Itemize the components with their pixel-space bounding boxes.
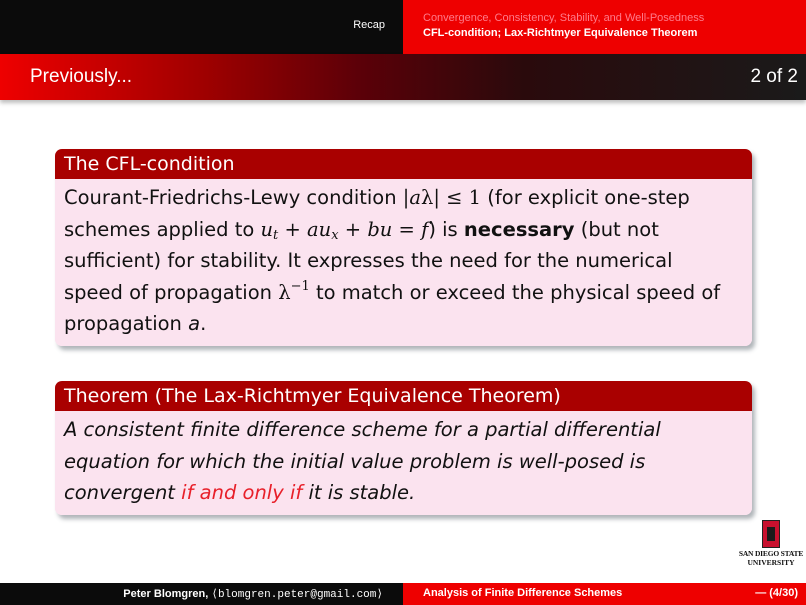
headline-section-panel bbox=[0, 0, 403, 54]
sdsu-logo bbox=[736, 518, 806, 568]
frame-title: Previously... bbox=[30, 66, 133, 87]
frame-page-indicator: 2 of 2 bbox=[750, 66, 798, 87]
theorem-block-title: Theorem (The Lax-Richtmyer Equivalence Theorem) bbox=[55, 381, 752, 411]
theorem-line-2: equation for which the initial value problem is well-posed is bbox=[64, 449, 646, 473]
text: (but not bbox=[574, 217, 659, 241]
cfl-inequality bbox=[403, 186, 481, 209]
text: propagation bbox=[64, 312, 189, 335]
var-f: f bbox=[421, 217, 429, 241]
text: schemes applied to bbox=[64, 217, 261, 241]
alert-iff: if and only if bbox=[181, 481, 303, 504]
text: . bbox=[200, 312, 207, 335]
footline-bar bbox=[0, 583, 806, 605]
logo-text-line-2: UNIVERSITY bbox=[747, 558, 795, 567]
subsection-link-cfl[interactable]: CFL-condition; Lax-Richtmyer Equivalence Theorem bbox=[423, 27, 698, 39]
logo-text-line-1: SAN DIEGO STATE bbox=[738, 549, 804, 558]
exponent-minus-one: −1 bbox=[290, 278, 310, 294]
var-a: a bbox=[409, 186, 422, 209]
headline-subsection-panel bbox=[403, 0, 806, 54]
cfl-condition-block bbox=[55, 149, 752, 346]
frame-title-bar bbox=[0, 54, 806, 100]
subscript-t: t bbox=[273, 227, 279, 243]
sdsu-shield-icon bbox=[762, 520, 780, 548]
theorem-line-1: A consistent finite difference scheme for a partial differential bbox=[64, 418, 661, 441]
plus: + bbox=[278, 217, 308, 241]
cfl-line-5 bbox=[64, 308, 743, 340]
cfl-line-4 bbox=[64, 277, 743, 309]
var-a: a bbox=[188, 312, 201, 335]
section-link[interactable]: Recap bbox=[353, 19, 385, 31]
text: to match or exceed the physical speed of bbox=[309, 280, 721, 304]
subsection-link-convergence[interactable]: Convergence, Consistency, Stability, and Well-Posedness bbox=[423, 12, 705, 24]
cfl-block-body bbox=[55, 179, 752, 346]
var-lambda: λ bbox=[421, 186, 434, 209]
abs-close-le-1: | ≤ 1 bbox=[433, 186, 482, 209]
var-u: u bbox=[260, 217, 274, 241]
cfl-line-1 bbox=[64, 182, 743, 214]
footline-author-panel bbox=[0, 583, 403, 605]
footline-author bbox=[123, 587, 383, 601]
var-au: au bbox=[307, 217, 332, 241]
text: convergent bbox=[64, 481, 182, 504]
author-email: ⟨blomgren.peter@gmail.com⟩ bbox=[211, 589, 383, 601]
emphasis-necessary: necessary bbox=[463, 217, 575, 241]
theorem-block bbox=[55, 381, 752, 515]
text: ) is bbox=[428, 217, 464, 241]
plus: + bbox=[338, 217, 368, 241]
theorem-line-3 bbox=[64, 477, 743, 509]
cfl-line-3: sufficient) for stability. It expresses the need for the numerical bbox=[64, 249, 673, 272]
cfl-line-2 bbox=[64, 214, 743, 246]
footline-talk-title[interactable]: Analysis of Finite Difference Schemes bbox=[423, 587, 623, 599]
cfl-block-title: The CFL-condition bbox=[55, 149, 752, 179]
text: speed of propagation bbox=[64, 280, 279, 304]
headline-bar bbox=[0, 0, 806, 54]
footline-title-panel bbox=[403, 583, 806, 605]
abs-open: | bbox=[402, 186, 410, 209]
text: Courant-Friedrichs-Lewy condition bbox=[64, 186, 403, 209]
footline-page-number: — (4/30) bbox=[755, 587, 798, 599]
text: it is stable. bbox=[302, 481, 416, 504]
text: (for explicit one-step bbox=[481, 186, 690, 209]
author-name: Peter Blomgren, bbox=[123, 588, 212, 600]
var-lambda: λ bbox=[278, 280, 291, 304]
var-bu: bu bbox=[367, 217, 393, 241]
subscript-x: x bbox=[331, 227, 339, 243]
pde-equation bbox=[260, 218, 428, 241]
theorem-block-body bbox=[55, 411, 752, 515]
equals: = bbox=[392, 217, 422, 241]
